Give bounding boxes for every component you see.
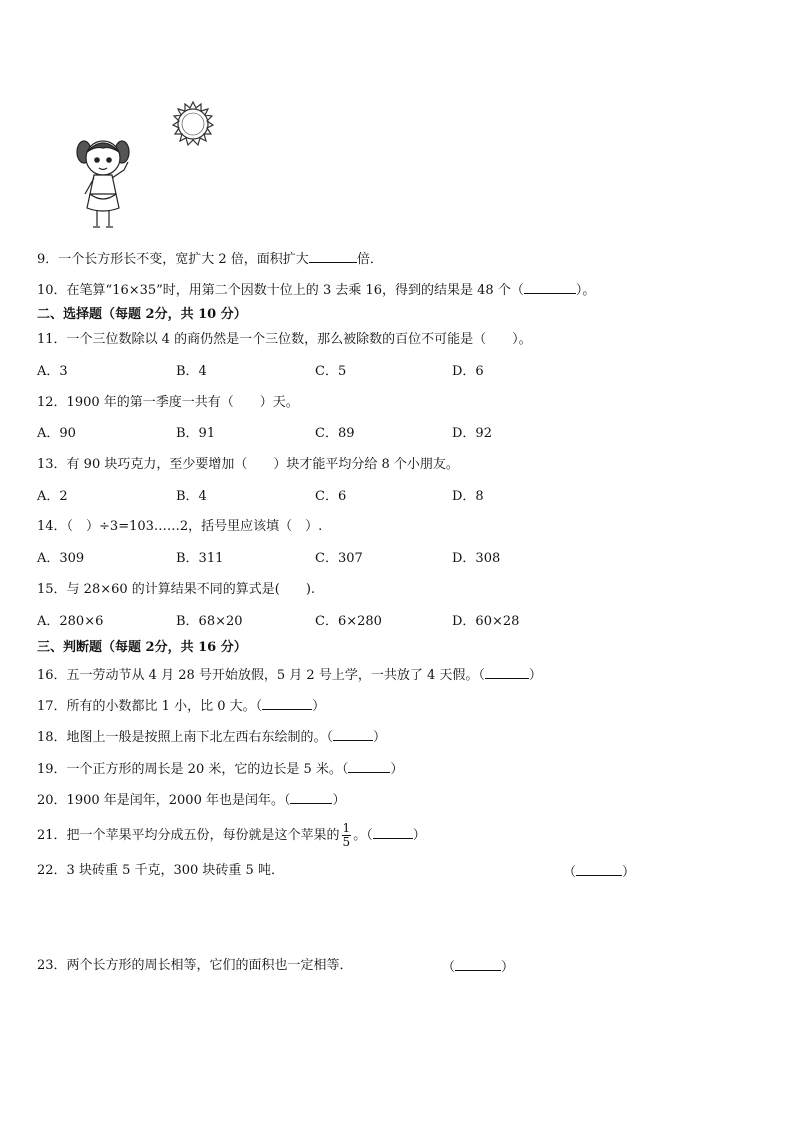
option-14-d[interactable]: D．308 xyxy=(452,551,501,566)
question-17-text: 17．所有的小数都比 1 小，比 0 大。（ xyxy=(37,699,263,714)
option-15-d[interactable]: D．60×28 xyxy=(452,614,520,629)
question-18 xyxy=(37,727,386,747)
paren-close-22: ） xyxy=(622,865,636,880)
fraction-numerator: 1 xyxy=(342,821,351,835)
option-14-b[interactable]: B．311 xyxy=(176,551,224,566)
option-14-c[interactable]: C．307 xyxy=(315,551,363,566)
answer-blank-16[interactable] xyxy=(485,665,529,679)
fraction-one-fifth xyxy=(342,822,352,849)
answer-blank-21[interactable] xyxy=(373,825,413,839)
girl-figure xyxy=(77,141,129,227)
option-11-a[interactable]: A．3 xyxy=(37,364,68,379)
section-heading-judgement: 三、判断题（每题 2分，共 16 分） xyxy=(37,640,247,655)
question-17-suffix: ） xyxy=(312,699,326,714)
option-15-c[interactable]: C．6×280 xyxy=(315,614,382,629)
option-12-b[interactable]: B．91 xyxy=(176,426,216,441)
question-15: 15．与 28×60 的计算结果不同的算式是( ). xyxy=(37,582,316,597)
question-19 xyxy=(37,759,403,779)
option-11-b[interactable]: B．4 xyxy=(176,364,207,379)
answer-blank-17[interactable] xyxy=(262,696,312,710)
question-16-suffix: ） xyxy=(528,668,542,683)
question-17 xyxy=(37,696,325,716)
option-15-a[interactable]: A．280×6 xyxy=(37,614,104,629)
answer-blank-20[interactable] xyxy=(290,790,332,804)
question-9-text: 9．一个长方形长不变，宽扩大 2 倍，面积扩大 xyxy=(37,252,309,267)
question-10 xyxy=(37,280,595,300)
question-18-text: 18．地图上一般是按照上南下北左西右东绘制的。（ xyxy=(37,730,334,745)
question-19-suffix: ） xyxy=(390,762,404,777)
question-21-text: 21．把一个苹果平均分成五份，每份就是这个苹果的 xyxy=(37,828,340,843)
question-20 xyxy=(37,790,346,810)
fraction-denominator: 5 xyxy=(342,835,351,849)
question-9-suffix: 倍． xyxy=(356,252,383,267)
section-heading-choice: 二、选择题（每题 2分，共 10 分） xyxy=(37,307,247,322)
answer-blank-10[interactable] xyxy=(524,280,576,294)
question-18-suffix: ） xyxy=(373,730,387,745)
paren-close-23: ） xyxy=(501,960,515,975)
option-12-c[interactable]: C．89 xyxy=(315,426,355,441)
answer-blank-23[interactable] xyxy=(455,957,501,971)
question-10-suffix: ）。 xyxy=(575,283,596,298)
paren-open-23: （ xyxy=(442,960,456,975)
option-13-c[interactable]: C．6 xyxy=(315,489,347,504)
option-13-b[interactable]: B．4 xyxy=(176,489,207,504)
question-11: 11．一个三位数除以 4 的商仍然是一个三位数，那么被除数的百位不可能是（ ）。 xyxy=(37,332,532,347)
question-21-suffix: ） xyxy=(412,828,426,843)
question-10-text: 10．在笔算“16×35”时，用第二个因数十位上的 3 去乘 16，得到的结果是 48 个（ xyxy=(37,283,524,298)
option-13-d[interactable]: D．8 xyxy=(452,489,484,504)
question-21-mid: 。（ xyxy=(353,828,373,843)
answer-blank-22[interactable] xyxy=(576,862,622,876)
question-19-text: 19．一个正方形的周长是 20 米，它的边长是 5 米。（ xyxy=(37,762,349,777)
question-21 xyxy=(37,818,426,854)
answer-blank-9[interactable] xyxy=(309,249,357,263)
option-13-a[interactable]: A．2 xyxy=(37,489,68,504)
girl-and-sun-illustration xyxy=(70,86,240,234)
option-12-a[interactable]: A．90 xyxy=(37,426,76,441)
option-12-d[interactable]: D．92 xyxy=(452,426,492,441)
question-20-text: 20．1900 年是闰年，2000 年也是闰年。（ xyxy=(37,793,291,808)
question-14: 14．（ ）÷3=103……2，括号里应该填（ ）. xyxy=(37,519,323,534)
question-16 xyxy=(37,665,542,685)
option-11-c[interactable]: C．5 xyxy=(315,364,347,379)
option-14-a[interactable]: A．309 xyxy=(37,551,85,566)
paren-open-22: （ xyxy=(563,865,577,880)
question-9 xyxy=(37,249,383,269)
answer-blank-18[interactable] xyxy=(333,727,373,741)
question-16-text: 16．五一劳动节从 4 月 28 号开始放假，5 月 2 号上学，一共放了 4 天假。（ xyxy=(37,668,485,683)
answer-blank-19[interactable] xyxy=(348,759,390,773)
question-13: 13．有 90 块巧克力，至少要增加（ ）块才能平均分给 8 个小朋友。 xyxy=(37,457,459,472)
option-15-b[interactable]: B．68×20 xyxy=(176,614,243,629)
option-11-d[interactable]: D．6 xyxy=(452,364,484,379)
question-20-suffix: ） xyxy=(332,793,346,808)
question-23: 23．两个长方形的周长相等，它们的面积也一定相等． xyxy=(37,958,353,973)
question-22: 22．3 块砖重 5 千克，300 块砖重 5 吨． xyxy=(37,863,284,878)
question-12: 12．1900 年的第一季度一共有（ ）天。 xyxy=(37,395,299,410)
answer-23 xyxy=(442,957,514,977)
sun-icon xyxy=(173,102,213,145)
answer-22 xyxy=(563,862,635,882)
